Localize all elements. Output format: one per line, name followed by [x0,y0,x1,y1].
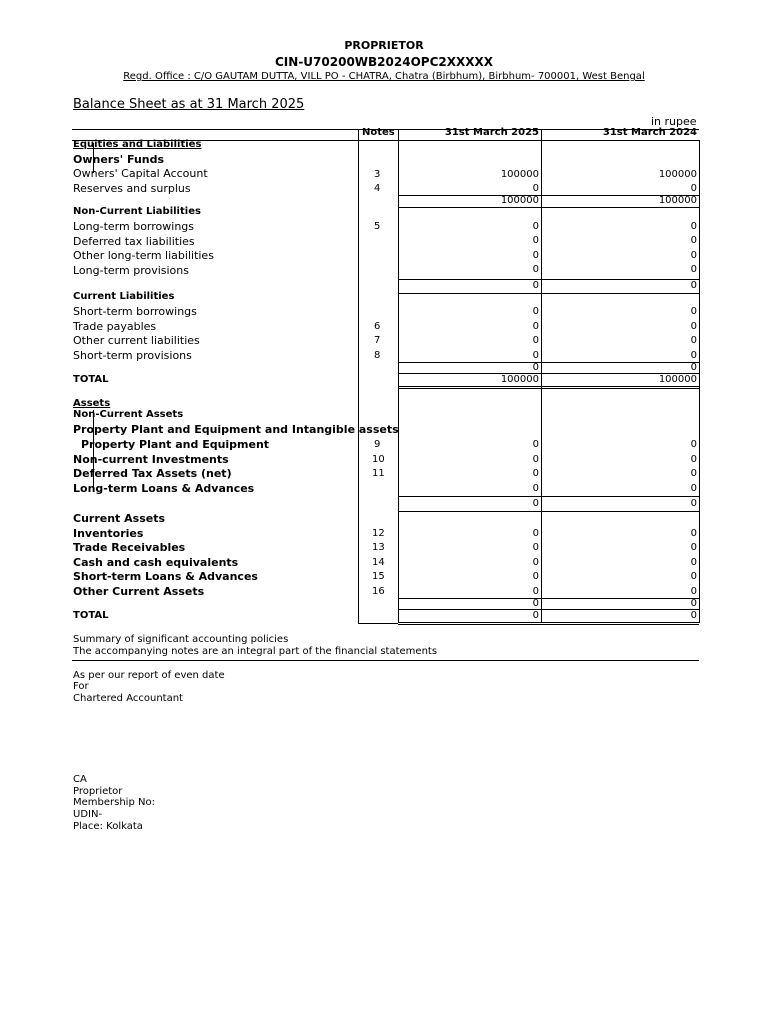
subtotal-cy: 0 [532,362,539,373]
row-cy-value: 0 [532,350,539,361]
row-cy-value: 0 [532,221,539,232]
subtotal-line [398,496,699,497]
subtotal-py: 0 [690,280,697,291]
subtotal-cy: 0 [532,498,539,509]
row-label: Long-term Loans & Advances [73,482,255,495]
row-label: Cash and cash equivalents [73,556,239,569]
row-label: Property Plant and Equipment [81,438,270,451]
row-label: Trade payables [73,320,157,333]
row-cy-value: 0 [532,306,539,317]
subtotal-py: 100000 [658,195,697,206]
equities-heading: Equities and Liabilities [73,139,202,150]
row-py-value: 0 [690,542,697,553]
subtotal-py: 0 [690,598,697,609]
subtotal-line [398,609,699,610]
row-py-value: 0 [690,350,697,361]
row-py-value: 0 [690,557,697,568]
subtotal-py: 0 [690,498,697,509]
row-py-value: 0 [690,264,697,275]
company-name: PROPRIETOR [344,39,424,52]
equities-total-label: TOTAL [73,374,109,385]
for-text: For [73,681,89,692]
ncl-heading: Non-Current Liabilities [73,206,201,217]
notes-col-bottom [358,623,398,624]
udin-text: UDIN- [73,809,103,820]
cin-number: CIN-U70200WB2024OPC2XXXXX [275,55,493,69]
total-line [398,388,699,389]
accompanying-text: The accompanying notes are an integral part of the financial statements [73,646,438,657]
row-note: 13 [372,542,385,553]
row-cy-value: 0 [532,235,539,246]
row-note: 9 [374,439,381,450]
unit-label: in rupee [651,115,697,128]
row-py-value: 0 [690,321,697,332]
subtotal-cy: 0 [532,280,539,291]
row-py-value: 0 [690,468,697,479]
row-cy-value: 100000 [500,169,539,180]
row-py-value: 0 [690,183,697,194]
subtotal-cy: 100000 [500,195,539,206]
row-note: 3 [374,169,381,180]
py-col-right [699,140,700,623]
footer-divider [72,660,699,661]
col-py-header: 31st March 2024 [602,127,697,138]
row-py-value: 0 [690,586,697,597]
row-py-value: 0 [690,306,697,317]
ca-heading: Current Assets [73,512,166,525]
row-py-value: 0 [690,528,697,539]
row-py-value: 0 [690,454,697,465]
row-note: 5 [374,221,381,232]
row-note: 8 [374,350,381,361]
row-note: 12 [372,528,385,539]
row-cy-value: 0 [532,571,539,582]
col-cy-header: 31st March 2025 [444,127,539,138]
row-cy-value: 0 [532,557,539,568]
subtotal-line [398,511,699,512]
row-cy-value: 0 [532,542,539,553]
col-notes-header: Notes [362,127,395,138]
subtotal-line [398,373,699,374]
place-text: Place: Kolkata [73,821,143,832]
row-py-value: 0 [690,235,697,246]
row-cy-value: 0 [532,528,539,539]
total-cy: 0 [532,610,539,621]
row-label: Reserves and surplus [73,182,191,195]
assets-heading: Assets [73,398,111,409]
notes-col-left [358,129,359,623]
ppe-group-heading: Property Plant and Equipment and Intangible assets [73,423,399,436]
row-note: 11 [372,468,385,479]
row-py-value: 0 [690,221,697,232]
sheet-title: Balance Sheet as at 31 March 2025 [73,97,305,112]
row-cy-value: 0 [532,454,539,465]
row-py-value: 0 [690,250,697,261]
total-py: 0 [690,610,697,621]
row-cy-value: 0 [532,335,539,346]
row-note: 15 [372,571,385,582]
row-cy-value: 0 [532,183,539,194]
subtotal-line [398,279,699,280]
row-cy-value: 0 [532,264,539,275]
row-py-value: 0 [690,335,697,346]
row-label: Other long-term liabilities [73,249,214,262]
row-py-value: 100000 [658,169,697,180]
row-note: 4 [374,183,381,194]
row-label: Other current liabilities [73,334,200,347]
row-cy-value: 0 [532,468,539,479]
membership-text: Membership No: [73,797,155,808]
cy-col-right [541,129,542,623]
cl-heading: Current Liabilities [73,291,175,302]
row-label: Deferred tax liabilities [73,235,195,248]
row-label: Long-term borrowings [73,220,194,233]
registered-office: Regd. Office : C/O GAUTAM DUTTA, VILL PO - CHATRA, Chatra (Birbhum), Birbhum- 700001, West Bengal [123,71,645,82]
row-cy-value: 0 [532,483,539,494]
row-label: Short-term provisions [73,349,192,362]
row-label: Trade Receivables [73,541,186,554]
row-label: Inventories [73,527,144,540]
total-cy: 100000 [500,374,539,385]
total-line [398,624,699,625]
ca-firm-text: Chartered Accountant [73,693,183,704]
subtotal-line [398,207,699,208]
row-label: Non-current Investments [73,453,229,466]
row-note: 16 [372,586,385,597]
report-text: As per our report of even date [73,670,225,681]
row-py-value: 0 [690,439,697,450]
row-cy-value: 0 [532,250,539,261]
row-label: Other Current Assets [73,585,205,598]
row-label: Deferred Tax Assets (net) [73,467,232,480]
row-label: Short-term Loans & Advances [73,570,258,583]
row-label: Owners' Capital Account [73,167,208,180]
row-cy-value: 0 [532,586,539,597]
row-label: Short-term borrowings [73,305,197,318]
row-note: 6 [374,321,381,332]
proprietor-text: Proprietor [73,786,123,797]
row-cy-value: 0 [532,321,539,332]
subtotal-py: 0 [690,362,697,373]
total-py: 100000 [658,374,697,385]
row-note: 7 [374,335,381,346]
ca-text: CA [73,774,87,785]
subtotal-cy: 0 [532,598,539,609]
total-line [398,622,699,623]
nca-heading: Non-Current Assets [73,409,184,420]
subtotal-line [398,293,699,294]
owners-funds-heading: Owners' Funds [73,153,165,166]
row-cy-value: 0 [532,439,539,450]
summary-text: Summary of significant accounting policies [73,634,289,645]
row-py-value: 0 [690,483,697,494]
notes-col-right [398,129,399,623]
row-py-value: 0 [690,571,697,582]
row-label: Long-term provisions [73,264,189,277]
row-note: 10 [372,454,385,465]
row-note: 14 [372,557,385,568]
assets-total-label: TOTAL [73,610,109,621]
total-line [398,386,699,387]
